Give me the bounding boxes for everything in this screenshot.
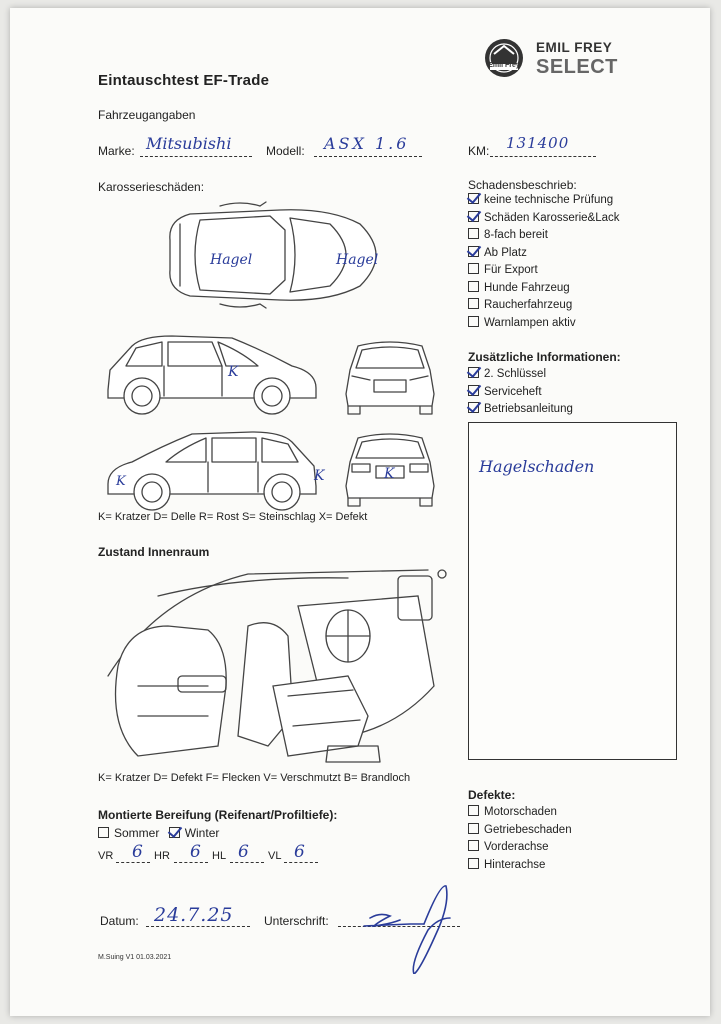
summer-label: Sommer bbox=[114, 826, 160, 840]
checkbox-dog-vehicle[interactable] bbox=[468, 281, 479, 292]
checkbox-summer[interactable] bbox=[98, 827, 109, 838]
vr-value: 6 bbox=[132, 842, 143, 862]
body-damage-section-label: Karosserieschäden: bbox=[98, 180, 205, 194]
winter-label: Winter bbox=[184, 826, 220, 840]
checkbox-warning-lights[interactable] bbox=[468, 316, 479, 327]
checkbox-manual[interactable] bbox=[468, 402, 479, 413]
damage-note-side-left-rear: K bbox=[116, 474, 126, 489]
additional-info-item[interactable]: Serviceheft bbox=[468, 384, 573, 402]
defects-section-label: Defekte: bbox=[468, 788, 516, 802]
checkbox-8-fold-ready[interactable] bbox=[468, 228, 479, 239]
checkbox-front-axle[interactable] bbox=[468, 840, 479, 851]
date-value: 24.7.25 bbox=[154, 904, 234, 926]
car-front-view-diagram bbox=[340, 336, 440, 416]
checkbox-engine-damage[interactable] bbox=[468, 805, 479, 816]
model-value: ASX 1.6 bbox=[324, 134, 410, 153]
additional-info-section-label: Zusätzliche Informationen: bbox=[468, 350, 621, 364]
defect-item[interactable]: Vorderachse bbox=[468, 839, 572, 857]
checkbox-body-paint-damage[interactable] bbox=[468, 211, 479, 222]
hl-label: HL bbox=[212, 850, 227, 862]
car-side-view-right-diagram bbox=[102, 330, 322, 420]
damage-report-item[interactable]: 8-fach bereit bbox=[468, 227, 620, 245]
damage-note-side-left: K bbox=[314, 468, 325, 484]
damage-report-item[interactable]: Für Export bbox=[468, 262, 620, 280]
model-field[interactable] bbox=[314, 134, 422, 157]
km-label: KM: bbox=[468, 144, 490, 158]
damage-report-item[interactable]: Ab Platz bbox=[468, 245, 620, 263]
damage-note-top-left: Hagel bbox=[210, 252, 253, 268]
notes-box[interactable] bbox=[468, 422, 677, 760]
checkbox-winter[interactable] bbox=[169, 827, 180, 838]
make-value: Mitsubishi bbox=[146, 134, 232, 153]
damage-report-section-label: Schadensbeschrieb: bbox=[468, 178, 577, 192]
brand-subname: SELECT bbox=[536, 56, 618, 78]
notes-text: Hagelschaden bbox=[479, 457, 595, 476]
make-label: Marke: bbox=[98, 144, 135, 158]
interior-legend: K= Kratzer D= Defekt F= Flecken V= Verschmutzt B= Brandloch bbox=[98, 772, 411, 784]
checkbox-rear-axle[interactable] bbox=[468, 858, 479, 869]
damage-note-top-right: Hagel bbox=[336, 252, 379, 268]
form-title: Eintauschtest EF-Trade bbox=[98, 72, 270, 89]
checkbox-ab-platz[interactable] bbox=[468, 246, 479, 257]
form-sheet bbox=[10, 8, 710, 1016]
hr-label: HR bbox=[154, 850, 170, 862]
brand-name: EMIL FREY bbox=[536, 40, 613, 55]
damage-report-item[interactable]: keine technische Prüfung bbox=[468, 192, 620, 210]
checkbox-no-technical-inspection[interactable] bbox=[468, 193, 479, 204]
date-label: Datum: bbox=[100, 914, 139, 928]
tread-depth-row bbox=[98, 844, 328, 866]
body-damage-legend: K= Kratzer D= Delle R= Rost S= Steinschlag X= Defekt bbox=[98, 511, 368, 523]
km-field[interactable] bbox=[490, 134, 596, 157]
damage-report-list bbox=[468, 192, 620, 332]
signature-drawing bbox=[350, 874, 470, 974]
damage-report-item[interactable]: Hunde Fahrzeug bbox=[468, 280, 620, 298]
checkbox-service-book[interactable] bbox=[468, 385, 479, 396]
form-footer-code: M.Suing V1 01.03.2021 bbox=[98, 954, 172, 961]
date-field[interactable] bbox=[146, 904, 250, 927]
additional-info-item[interactable]: 2. Schlüssel bbox=[468, 366, 573, 384]
brand-seal-text: Emil Frey bbox=[488, 62, 520, 69]
km-value: 131400 bbox=[506, 134, 570, 152]
model-label: Modell: bbox=[266, 144, 305, 158]
hl-value: 6 bbox=[238, 842, 249, 862]
defect-item[interactable]: Hinterachse bbox=[468, 857, 572, 875]
checkbox-smoker-vehicle[interactable] bbox=[468, 298, 479, 309]
signature-label: Unterschrift: bbox=[264, 914, 329, 928]
damage-report-item[interactable]: Schäden Karosserie&Lack bbox=[468, 210, 620, 228]
damage-report-item[interactable]: Raucherfahrzeug bbox=[468, 297, 620, 315]
brand-logo bbox=[480, 36, 630, 84]
checkbox-second-key[interactable] bbox=[468, 367, 479, 378]
tire-season-row bbox=[98, 826, 219, 840]
make-field[interactable] bbox=[140, 134, 252, 157]
brand-seal-icon bbox=[480, 36, 528, 84]
defect-item[interactable]: Getriebeschaden bbox=[468, 822, 572, 840]
vehicle-section-label: Fahrzeugangaben bbox=[98, 108, 196, 122]
defect-item[interactable]: Motorschaden bbox=[468, 804, 572, 822]
damage-note-side-right: K bbox=[228, 364, 239, 380]
hr-value: 6 bbox=[190, 842, 201, 862]
checkbox-transmission-damage[interactable] bbox=[468, 823, 479, 834]
defects-list bbox=[468, 804, 572, 874]
tires-section-label: Montierte Bereifung (Reifenart/Profiltiefe): bbox=[98, 808, 338, 822]
interior-diagram bbox=[98, 566, 448, 766]
interior-section-label: Zustand Innenraum bbox=[98, 545, 210, 559]
additional-info-list bbox=[468, 366, 573, 419]
car-side-view-left-diagram bbox=[102, 426, 325, 516]
vl-label: VL bbox=[268, 850, 282, 862]
checkbox-export[interactable] bbox=[468, 263, 479, 274]
damage-report-item[interactable]: Warnlampen aktiv bbox=[468, 315, 620, 333]
vl-value: 6 bbox=[294, 842, 305, 862]
vr-label: VR bbox=[98, 850, 114, 862]
additional-info-item[interactable]: Betriebsanleitung bbox=[468, 401, 573, 419]
damage-note-rear: K bbox=[384, 466, 395, 482]
